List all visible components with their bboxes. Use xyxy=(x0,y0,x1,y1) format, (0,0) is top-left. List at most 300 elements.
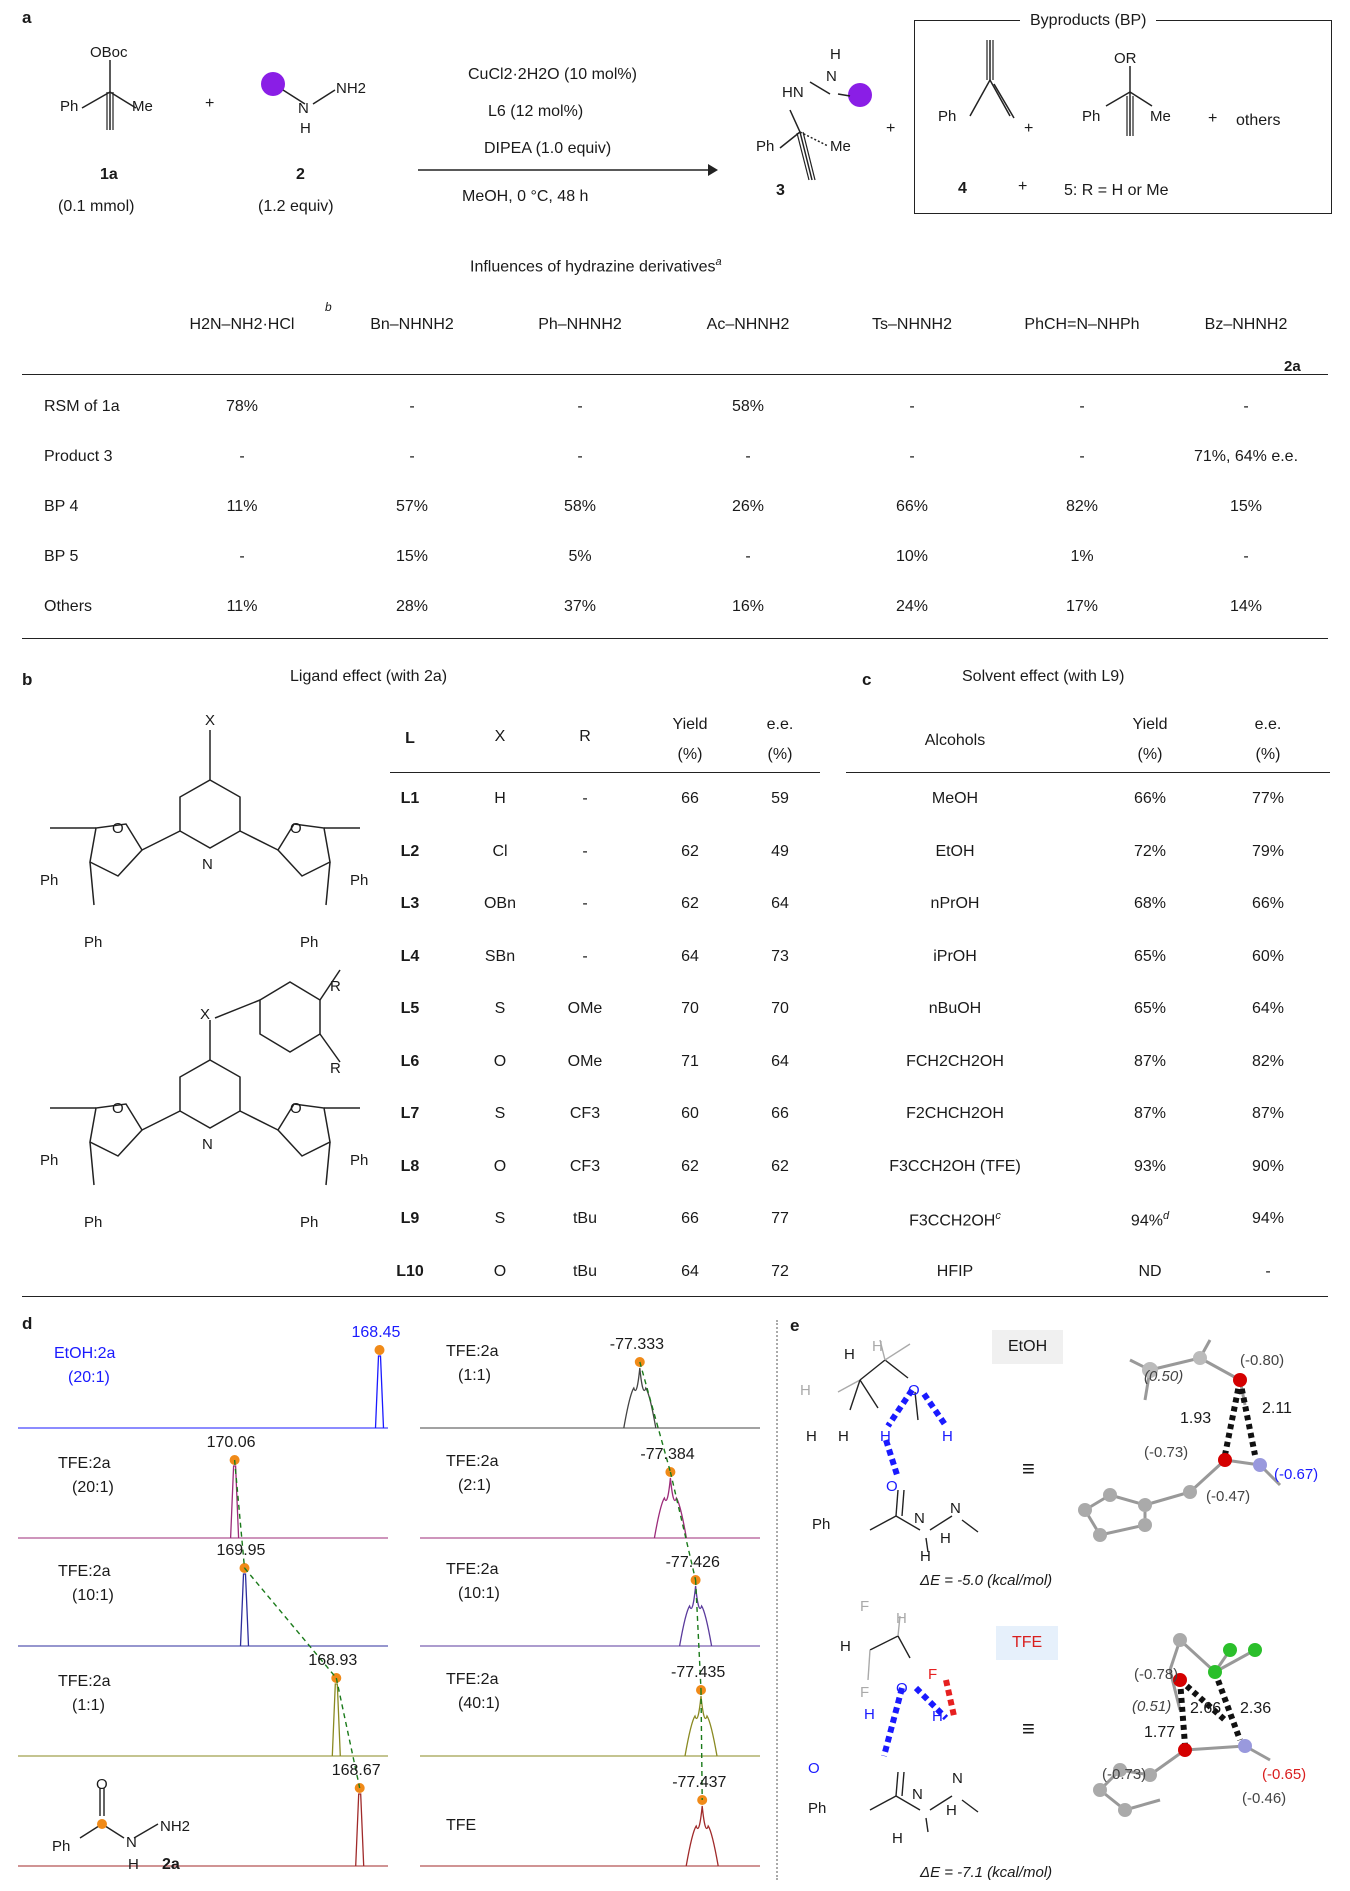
table-a-cell: 71%, 64% e.e. xyxy=(1193,448,1299,465)
nmr-right-sample xyxy=(446,1814,476,1838)
condition-catalyst: CuCl2·2H2O (10 mol%) xyxy=(468,66,637,83)
nmr-2a-h: H xyxy=(128,1856,139,1873)
tfe-h-2: H xyxy=(840,1638,851,1655)
etoh-h-1: H xyxy=(872,1338,883,1355)
ligand-bottom-x: X xyxy=(200,1006,211,1023)
table-c-solvent-text: F3CCH2OH (TFE) xyxy=(889,1157,1021,1175)
table-c-rule xyxy=(846,772,1330,773)
reactant-1a-amount: (0.1 mmol) xyxy=(58,198,135,215)
etoh-tag: EtOH xyxy=(992,1330,1063,1364)
table-a-cell: 28% xyxy=(395,598,429,615)
tfe-charge-2: (0.51) xyxy=(1132,1698,1172,1715)
table-b-cell-y: 64 xyxy=(681,1262,699,1280)
tfe-distance-2: 2.66 xyxy=(1190,1700,1222,1717)
table-a-cell: - xyxy=(239,448,245,465)
table-b-h-ee: e.e. xyxy=(766,716,794,733)
nmr-left-sample-ratio: (20:1) xyxy=(72,1479,114,1496)
table-b-cell-x: S xyxy=(494,1000,506,1017)
table-a-row-label: Others xyxy=(44,598,93,615)
tfe-h-4: H xyxy=(892,1830,903,1847)
table-b-cell-r: CF3 xyxy=(569,1157,601,1175)
table-c-cell-yield xyxy=(1110,1000,1190,1018)
table-a-cell: 57% xyxy=(395,498,429,515)
bp-plus-a: + xyxy=(1024,120,1034,137)
table-b-cell-r: tBu xyxy=(572,1210,597,1227)
table-c-cell-yield xyxy=(1110,1210,1190,1230)
table-c-solvent-text: F2CHCH2OH xyxy=(906,1105,1004,1122)
etoh-o: O xyxy=(908,1382,920,1399)
bp5-or: OR xyxy=(1114,50,1137,67)
table-c-h-yield: Yield xyxy=(1132,716,1168,733)
table-a-row-label: BP 4 xyxy=(44,498,79,515)
nmr-right-sample-ratio: (1:1) xyxy=(458,1367,491,1384)
table-a-cell: 11% xyxy=(226,498,258,515)
table-c-cell-ee: 60% xyxy=(1251,947,1285,965)
nmr-right-sample-label: TFE:2a xyxy=(446,1453,499,1470)
table-a-cell: 58% xyxy=(563,498,597,515)
panel-label-d: d xyxy=(22,1314,33,1333)
table-a-cell: 26% xyxy=(731,498,765,515)
table-c-yield-text: 68% xyxy=(1133,895,1167,912)
bp4-structure xyxy=(930,40,1040,170)
table-b-cell-ee: 73 xyxy=(771,947,789,965)
table-c-cell-solvent xyxy=(860,948,1050,966)
table-b-cell-y: 71 xyxy=(681,1052,699,1070)
table-c-yield-text: 66% xyxy=(1133,790,1167,807)
bp4-label: 4 xyxy=(958,180,967,197)
etoh-complex-2d xyxy=(790,1330,990,1570)
table-c-h-yield-unit: (%) xyxy=(1137,746,1163,763)
nmr-left-sample-label: TFE:2a xyxy=(58,1563,111,1580)
ligand-top-ph-4: Ph xyxy=(300,934,319,951)
table-c-solvent-text: F3CCH2OH xyxy=(909,1212,996,1230)
table-b-cell-x: SBn xyxy=(484,947,516,965)
panel-label-a: a xyxy=(22,8,32,27)
tfe-distance-3: 2.36 xyxy=(1240,1700,1272,1717)
table-b-cell-l: L10 xyxy=(396,1262,424,1280)
table-b-cell-y: 62 xyxy=(681,842,699,860)
table-b-cell-y: 66 xyxy=(681,790,699,807)
table-c-cell-solvent xyxy=(860,895,1050,913)
table-b-h-l: L xyxy=(405,730,415,747)
condition-base: DIPEA (1.0 equiv) xyxy=(484,140,612,157)
etoh-equiv-sign: ≡ xyxy=(1022,1456,1035,1481)
table-a-cell: - xyxy=(577,448,583,465)
nmr-peak-marker xyxy=(375,1345,385,1355)
ligand-top-o-right: O xyxy=(290,820,302,837)
table-a-cell: - xyxy=(745,448,751,465)
table-b-h-r: R xyxy=(579,728,591,745)
table-c-yield-text: 72% xyxy=(1133,842,1167,860)
condition-ligand: L6 (12 mol%) xyxy=(488,103,584,120)
nmr-peak xyxy=(376,1356,384,1428)
table-b-cell-x: H xyxy=(494,790,506,807)
table-b-cell-r: - xyxy=(582,895,588,912)
table-c-yield-text: 65% xyxy=(1133,947,1167,965)
table-c-cell-solvent xyxy=(860,843,1050,861)
etoh-distance-1: 1.93 xyxy=(1180,1410,1212,1427)
ligand-top-o-left: O xyxy=(112,820,124,837)
table-a-title: Influences of hydrazine derivatives$^a$ xyxy=(470,256,722,276)
nmr-left-sample xyxy=(58,1560,114,1608)
nmr-right-sample xyxy=(446,1340,498,1388)
nmr-peak xyxy=(680,1586,712,1646)
ligand-bottom-ph-3: Ph xyxy=(350,1152,369,1169)
nmr-peak xyxy=(624,1368,656,1428)
table-a-cell: 14% xyxy=(1229,598,1263,615)
ligand-top-ph-1: Ph xyxy=(40,872,59,889)
etoh-ph: Ph xyxy=(812,1516,831,1533)
table-a-cell: 37% xyxy=(563,598,597,615)
tfe-o: O xyxy=(896,1680,908,1697)
table-b-cell-y: 62 xyxy=(681,1157,699,1175)
nmr-right-shift: -77.384 xyxy=(640,1446,695,1463)
table-b-cell-y: 66 xyxy=(681,1210,699,1227)
panel-label-b: b xyxy=(22,670,33,689)
table-c-cell-solvent xyxy=(860,1263,1050,1281)
table-c-h-alc: Alcohols xyxy=(924,732,986,749)
table-a-cell: 17% xyxy=(1065,598,1099,615)
table-c-yield-footnote: d xyxy=(1162,1210,1170,1222)
etoh-n-2: N xyxy=(950,1500,961,1517)
table-a-cell: - xyxy=(409,448,415,465)
etoh-nh: H xyxy=(942,1428,953,1445)
table-c-yield-text: ND xyxy=(1138,1262,1162,1280)
bp5-label: 5: R = H or Me xyxy=(1064,182,1169,199)
table-a-cell: - xyxy=(909,448,915,465)
table-b-cell-r: - xyxy=(582,947,588,965)
table-c-cell-ee: 87% xyxy=(1251,1105,1285,1122)
table-c-title: Solvent effect (with L9) xyxy=(962,668,1125,685)
table-b-cell-ee: 66 xyxy=(771,1105,789,1122)
table-c-cell-ee: 66% xyxy=(1251,895,1285,912)
nmr-right-shift: -77.435 xyxy=(671,1664,726,1681)
table-b-cell-y: 60 xyxy=(681,1105,699,1122)
table-a-cell: 58% xyxy=(731,398,765,415)
nmr-left-shift: 170.06 xyxy=(206,1434,256,1451)
nmr-left-sample xyxy=(58,1670,110,1718)
table-a-col-header-0: H2N–NH2·HCl xyxy=(189,316,295,333)
table-c-yield-text: 93% xyxy=(1133,1157,1167,1175)
table-b-h-x: X xyxy=(494,728,506,745)
table-b-cell-x: OBn xyxy=(483,895,516,912)
table-c-cell-ee: 79% xyxy=(1251,842,1285,860)
table-b-cell-ee: 77 xyxy=(771,1210,789,1227)
scheme-plus-2: + xyxy=(886,120,896,137)
table-b-cell-ee: 49 xyxy=(771,842,789,860)
ligand-bottom-n: N xyxy=(202,1136,213,1153)
panel-de-divider xyxy=(776,1320,778,1880)
reactant-2-n: N xyxy=(298,100,309,117)
table-b-cell-x: S xyxy=(494,1210,506,1227)
etoh-charge-5: (-0.47) xyxy=(1206,1488,1251,1505)
table-c-yield-text: 87% xyxy=(1133,1105,1167,1122)
table-c-cell-ee: 77% xyxy=(1251,790,1285,807)
table-c-solvent-text: EtOH xyxy=(935,842,975,860)
table-a-cell: 5% xyxy=(568,548,592,565)
table-c-yield-text: 65% xyxy=(1133,1000,1167,1017)
tfe-nh: H xyxy=(932,1708,943,1725)
product-3-h: H xyxy=(830,46,841,63)
table-c-cell-solvent xyxy=(860,1053,1050,1071)
etoh-charge-3: (-0.73) xyxy=(1144,1444,1189,1461)
nmr-peak xyxy=(332,1684,340,1756)
tfe-distance-1: 1.77 xyxy=(1144,1724,1176,1741)
table-b-cell-ee: 64 xyxy=(771,1052,789,1070)
nmr-peak xyxy=(356,1794,364,1866)
scheme-plus-1: + xyxy=(205,95,215,112)
nmr-right-shift: -77.437 xyxy=(672,1774,727,1791)
table-a-cell: - xyxy=(409,398,415,415)
nmr-2a-o: O xyxy=(96,1776,108,1793)
etoh-h-2: H xyxy=(844,1346,855,1363)
ligand-bottom-o-right: O xyxy=(290,1100,302,1117)
nmr-left-sample-label: TFE:2a xyxy=(58,1673,111,1690)
table-b-title: Ligand effect (with 2a) xyxy=(290,668,448,685)
nmr-left-sample xyxy=(58,1452,114,1500)
table-c-solvent-footnote: c xyxy=(995,1210,1001,1222)
table-c-cell-ee: 94% xyxy=(1251,1210,1285,1227)
table-a-col-header-2: Ph–NHNH2 xyxy=(538,316,622,333)
nmr-peak xyxy=(654,1478,686,1538)
nmr-left-sample-ratio: (20:1) xyxy=(68,1369,110,1386)
table-a-cell: 11% xyxy=(226,598,258,615)
table-c-cell-yield xyxy=(1110,948,1190,966)
etoh-h-bond: H xyxy=(880,1428,891,1445)
table-b-cell-ee: 70 xyxy=(771,1000,789,1017)
bp-others: others xyxy=(1236,112,1281,129)
nmr-left-sample-ratio: (10:1) xyxy=(72,1587,114,1604)
nmr-2a-nh2: NH2 xyxy=(160,1818,191,1835)
table-b-cell-x: S xyxy=(494,1105,506,1122)
table-b-cell-l: L9 xyxy=(400,1210,420,1227)
table-b-cell-x: Cl xyxy=(492,842,508,860)
table-c-cell-ee: 90% xyxy=(1251,1157,1285,1175)
ligand-bottom-ph-4: Ph xyxy=(300,1214,319,1231)
etoh-h-3: H xyxy=(800,1382,811,1399)
nmr-right-sample-ratio: (2:1) xyxy=(458,1477,491,1494)
table-a-cell: 15% xyxy=(1229,498,1263,515)
etoh-h-6: H xyxy=(940,1530,951,1547)
table-a-cell: - xyxy=(1079,448,1085,465)
nmr-right-sample xyxy=(446,1558,500,1606)
table-c-cell-ee: - xyxy=(1265,1262,1271,1280)
table-b-cell-l: L3 xyxy=(400,895,420,912)
table-a-col-header-5: PhCH=N–NHPh xyxy=(1024,316,1140,333)
table-c-solvent-text: FCH2CH2OH xyxy=(906,1052,1004,1070)
table-b-cell-r: OMe xyxy=(567,1000,603,1017)
etoh-h-7: H xyxy=(920,1548,931,1565)
table-b-cell-y: 70 xyxy=(681,1000,699,1017)
nmr-peak xyxy=(686,1806,718,1866)
table-c-yield-text: 94% xyxy=(1130,1212,1163,1230)
nmr-right-sample-label: TFE xyxy=(446,1817,477,1834)
table-c-cell-yield xyxy=(1110,1105,1190,1123)
bp4-ph: Ph xyxy=(938,108,957,125)
nmr-peak xyxy=(241,1574,249,1646)
table-a-cell: - xyxy=(239,548,245,565)
table-a-cell: - xyxy=(1079,398,1085,415)
table-c-solvent-text: MeOH xyxy=(931,790,979,807)
reactant-2-label: 2 xyxy=(296,166,305,183)
ligand-bottom-r-2: R xyxy=(330,1060,341,1077)
table-b-cell-r: CF3 xyxy=(569,1105,601,1122)
table-c-cell-yield xyxy=(1110,895,1190,913)
tfe-ph: Ph xyxy=(808,1800,827,1817)
nmr-left-shift: 168.93 xyxy=(308,1652,358,1669)
table-c-h-ee: e.e. xyxy=(1254,716,1282,733)
panel-label-e: e xyxy=(790,1316,800,1335)
tfe-h-1: H xyxy=(896,1610,907,1627)
tfe-f-3: F xyxy=(928,1666,938,1683)
table-a-col-header-6: Bz–NHNH2 xyxy=(1204,316,1288,333)
tfe-h-bond: H xyxy=(864,1706,875,1723)
etoh-charge-2: (0.50) xyxy=(1144,1368,1184,1385)
tfe-charge-1: (-0.78) xyxy=(1134,1666,1179,1683)
reactant-2-amount: (1.2 equiv) xyxy=(258,198,334,215)
table-c-cell-solvent xyxy=(860,1105,1050,1123)
table-b-cell-l: L6 xyxy=(400,1052,420,1070)
table-a-cell: 1% xyxy=(1070,548,1094,565)
table-b-cell-y: 62 xyxy=(681,895,699,912)
table-c-cell-solvent xyxy=(860,790,1050,808)
table-a-note-b: b xyxy=(325,300,332,314)
tfe-amide-o: O xyxy=(808,1760,820,1777)
nmr-2a-label: 2a xyxy=(162,1856,180,1873)
nmr-right-sample xyxy=(446,1450,498,1498)
nmr-right-shift: -77.333 xyxy=(609,1336,665,1353)
nmr-2a-ph: Ph xyxy=(52,1838,71,1855)
etoh-energy: ΔE = -5.0 (kcal/mol) xyxy=(920,1572,1053,1589)
table-a-cell: 10% xyxy=(895,548,929,565)
bp-plus-b: + xyxy=(1208,110,1218,127)
tfe-charge-4: (-0.65) xyxy=(1262,1766,1307,1783)
nmr-right-sample-label: TFE:2a xyxy=(446,1343,499,1360)
table-c-yield-text: 87% xyxy=(1133,1052,1167,1070)
etoh-charge-4: (-0.67) xyxy=(1274,1466,1319,1483)
table-a-row-label: Product 3 xyxy=(44,448,113,465)
table-b-cell-l: L2 xyxy=(400,842,420,860)
etoh-h-5: H xyxy=(838,1428,849,1445)
tfe-energy: ΔE = -7.1 (kcal/mol) xyxy=(920,1864,1053,1881)
table-b-cell-r: OMe xyxy=(567,1052,603,1070)
tfe-tag: TFE xyxy=(996,1626,1058,1660)
condition-solvent-temp: MeOH, 0 °C, 48 h xyxy=(462,188,589,205)
bp5-me: Me xyxy=(1150,108,1171,125)
table-a-cell: 24% xyxy=(895,598,929,615)
table-b-h-yield-unit: (%) xyxy=(677,746,703,763)
tfe-charge-3: (-0.73) xyxy=(1102,1766,1147,1783)
table-a-cell: 16% xyxy=(731,598,765,615)
table-c-cell-yield xyxy=(1110,1053,1190,1071)
table-a-cell: - xyxy=(577,398,583,415)
nmr-right-sample-ratio: (10:1) xyxy=(458,1585,500,1602)
nmr-left-shift: 169.95 xyxy=(216,1542,266,1559)
reactant-1a-obc: OBoc xyxy=(90,44,128,61)
table-b-cell-ee: 59 xyxy=(771,790,789,807)
nmr-right-sample-label: TFE:2a xyxy=(446,1671,499,1688)
reactant-1a-label: 1a xyxy=(100,166,118,183)
bp4-plus: + xyxy=(1018,178,1028,195)
table-a-cell: 15% xyxy=(395,548,429,565)
table-b-cell-ee: 62 xyxy=(771,1157,789,1175)
reactant-1a-ph: Ph xyxy=(60,98,79,115)
table-c-cell-yield xyxy=(1110,1263,1190,1281)
table-c-cell-solvent xyxy=(860,1210,1050,1230)
table-c-solvent-text: iPrOH xyxy=(933,947,977,965)
table-b-cell-l: L7 xyxy=(400,1105,420,1122)
table-b-cell-r: tBu xyxy=(572,1262,597,1280)
table-c-cell-solvent xyxy=(860,1000,1050,1018)
table-a-row-label: BP 5 xyxy=(44,548,79,565)
table-b-cell-y: 64 xyxy=(681,947,699,965)
table-c-h-ee-unit: (%) xyxy=(1255,746,1281,763)
table-b-cell-r: - xyxy=(582,842,588,860)
table-c-cell-yield xyxy=(1110,790,1190,808)
nmr-right-sample-ratio: (40:1) xyxy=(458,1695,500,1712)
reactant-2-nh2: NH2 xyxy=(336,80,367,97)
ligand-bottom-r-1: R xyxy=(330,978,341,995)
table-a-col-header-3: Ac–NHNH2 xyxy=(706,316,790,333)
product-3-n: N xyxy=(826,68,837,85)
byproducts-title: Byproducts (BP) xyxy=(1020,12,1156,30)
ligand-top-ph-3: Ph xyxy=(350,872,369,889)
tfe-h-3: H xyxy=(946,1802,957,1819)
table-b-cell-l: L4 xyxy=(400,947,420,965)
table-c-solvent-text: HFIP xyxy=(936,1262,974,1280)
table-b-cell-ee: 64 xyxy=(771,895,789,912)
nmr-left-sample-ratio: (1:1) xyxy=(72,1697,105,1714)
table-b-cell-x: O xyxy=(493,1052,507,1070)
etoh-distance-2: 2.11 xyxy=(1262,1400,1292,1417)
tfe-n-1: N xyxy=(912,1786,923,1803)
table-a-col-header-1: Bn–NHNH2 xyxy=(370,316,454,333)
tfe-equiv-sign: ≡ xyxy=(1022,1716,1035,1741)
nmr-left-shift: 168.67 xyxy=(331,1762,381,1779)
reactant-2-h: H xyxy=(300,120,311,137)
table-a-cell: - xyxy=(1243,398,1249,415)
table-a-cell: 82% xyxy=(1065,498,1099,515)
nmr-left-sample-label: TFE:2a xyxy=(58,1455,111,1472)
table-b-cell-x: O xyxy=(493,1157,507,1175)
table-a-cell: 78% xyxy=(225,398,259,415)
ligand-top-ph-2: Ph xyxy=(84,934,103,951)
table-a-cell: - xyxy=(745,548,751,565)
ligand-top-n: N xyxy=(202,856,213,873)
product-3-ph: Ph xyxy=(756,138,775,155)
tfe-n-2: N xyxy=(952,1770,963,1787)
reactant-1a-me: Me xyxy=(132,98,153,115)
table-c-cell-ee: 82% xyxy=(1251,1052,1285,1070)
nmr-left-sample xyxy=(54,1342,115,1390)
table-c-solvent-text: nBuOH xyxy=(928,1000,982,1017)
tfe-f-1: F xyxy=(860,1598,870,1615)
table-b-h-yield: Yield xyxy=(672,716,708,733)
ligand-top-x: X xyxy=(205,712,216,729)
bp5-ph: Ph xyxy=(1082,108,1101,125)
etoh-n-1: N xyxy=(914,1510,925,1527)
nmr-right-sample xyxy=(446,1668,500,1716)
ligand-bottom-o-left: O xyxy=(112,1100,124,1117)
nmr-left-shift: 168.45 xyxy=(351,1324,401,1341)
etoh-h-4: H xyxy=(806,1428,817,1445)
table-b-cell-r: - xyxy=(582,790,588,807)
product-3-me: Me xyxy=(830,138,851,155)
table-c-cell-yield xyxy=(1110,1158,1190,1176)
nmr-2a-n: N xyxy=(126,1834,137,1851)
table-b-cell-l: L1 xyxy=(400,790,420,807)
table-b-cell-l: L5 xyxy=(400,1000,420,1017)
